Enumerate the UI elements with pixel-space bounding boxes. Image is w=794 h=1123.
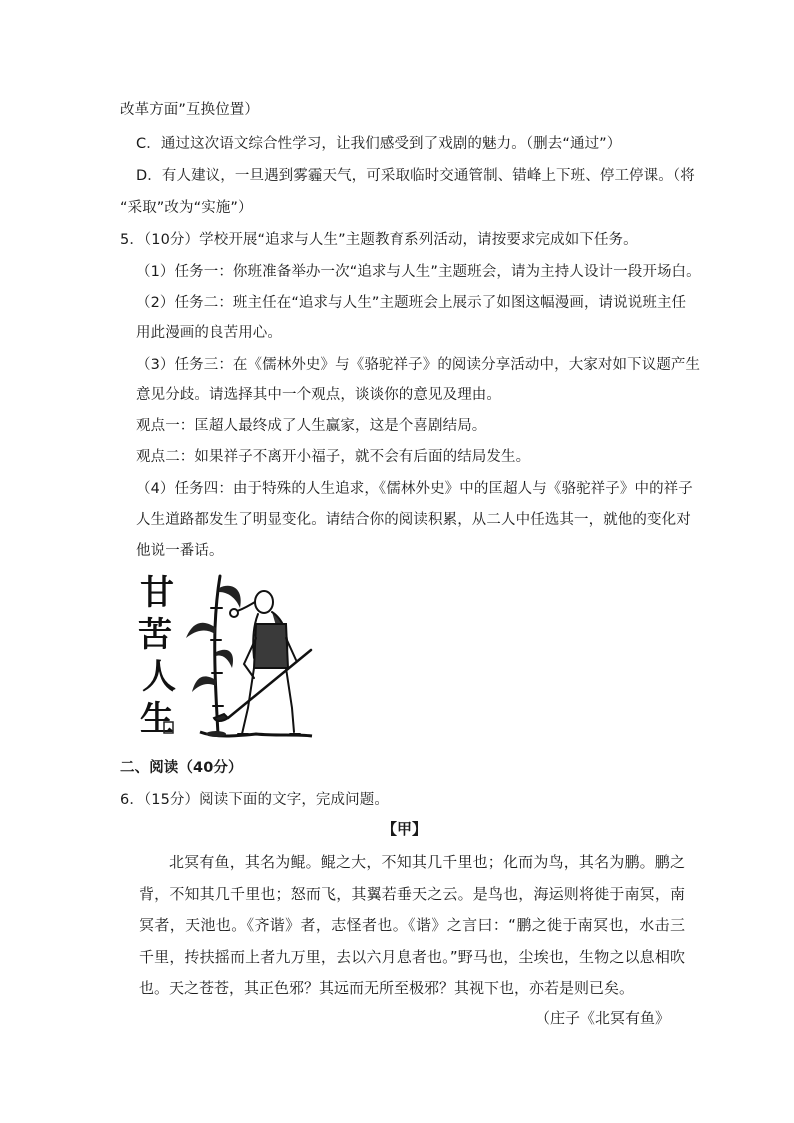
task-2-tail: 用此漫画的良苦用心。 <box>136 325 282 341</box>
question-5: 5．（10分）学校开展“追求与人生”主题教育系列活动，请按要求完成如下任务。 <box>120 232 638 248</box>
viewpoint-2: 观点二：如果祥子不离开小福子，就不会有后面的结局发生。 <box>136 449 531 465</box>
passage-text: 北冥有鱼，其名为鲲。鲲之大，不知其几千里也；化而为鸟，其名为鹏。鹏之背，不知其几千里也；怒而飞，其翼若垂天之云。是鸟也，海运则将徙于南冥，南冥者，天池也。《齐谐》者，志怪者也。《谐》之言曰：“鹏之徙于南冥也，水击三千里，抟扶摇而上者九万里，去以六月息者也。”野马也，尘埃也，生物之以息相吹也。天之苍苍，其正色邪？其远而无所至极邪？其视下也，亦若是则已矣。 <box>139 853 685 997</box>
task-1: （1）任务一：你班准备举办一次“追求与人生”主题班会，请为主持人设计一段开场白。 <box>136 264 701 280</box>
cartoon-char-ren: 人 <box>142 657 176 697</box>
task-4-tail: 他说一番话。 <box>136 543 224 559</box>
cartoon-image <box>136 568 316 744</box>
question-6: 6．（15分）阅读下面的文字，完成问题。 <box>120 792 389 808</box>
option-b-tail: 改革方面”互换位置） <box>120 102 260 118</box>
cartoon-char-sheng: 生 <box>140 699 174 739</box>
task-2: （2）任务二：班主任在“追求与人生”主题班会上展示了如图这幅漫画，请说说班主任 <box>136 295 687 311</box>
option-d-tail: “采取”改为“实施”） <box>120 200 253 216</box>
task-4-line-2: 人生道路都发生了明显变化。请结合你的阅读积累，从二人中任选其一，就他的变化对 <box>136 512 691 528</box>
task-3-tail: 意见分歧。请选择其中一个观点，谈谈你的意见及理由。 <box>136 387 501 403</box>
viewpoint-1: 观点一：匡超人最终成了人生赢家，这是个喜剧结局。 <box>136 418 487 434</box>
task-3: （3）任务三：在《儒林外史》与《骆驼祥子》的阅读分享活动中，大家对如下议题产生 <box>136 357 701 373</box>
man-drawing <box>214 591 311 734</box>
section-2-title: 二、阅读（40分） <box>120 760 243 776</box>
task-4: （4）任务四：由于特殊的人生追求，《儒林外史》中的匡超人与《骆驼祥子》中的祥子 <box>136 481 693 497</box>
option-c: C．通过这次语文综合性学习，让我们感受到了戏剧的魅力。（删去“通过”） <box>136 136 622 152</box>
cartoon-char-ku: 苦 <box>138 615 172 655</box>
option-d: D．有人建议，一旦遇到雾霾天气，可采取临时交通管制、错峰上下班、停工停课。（将 <box>136 168 695 184</box>
cartoon-char-gan: 甘 <box>140 573 174 613</box>
passage-heading: 【甲】 <box>382 820 428 838</box>
passage-source: （庄子《北冥有鱼》 <box>534 1009 670 1027</box>
